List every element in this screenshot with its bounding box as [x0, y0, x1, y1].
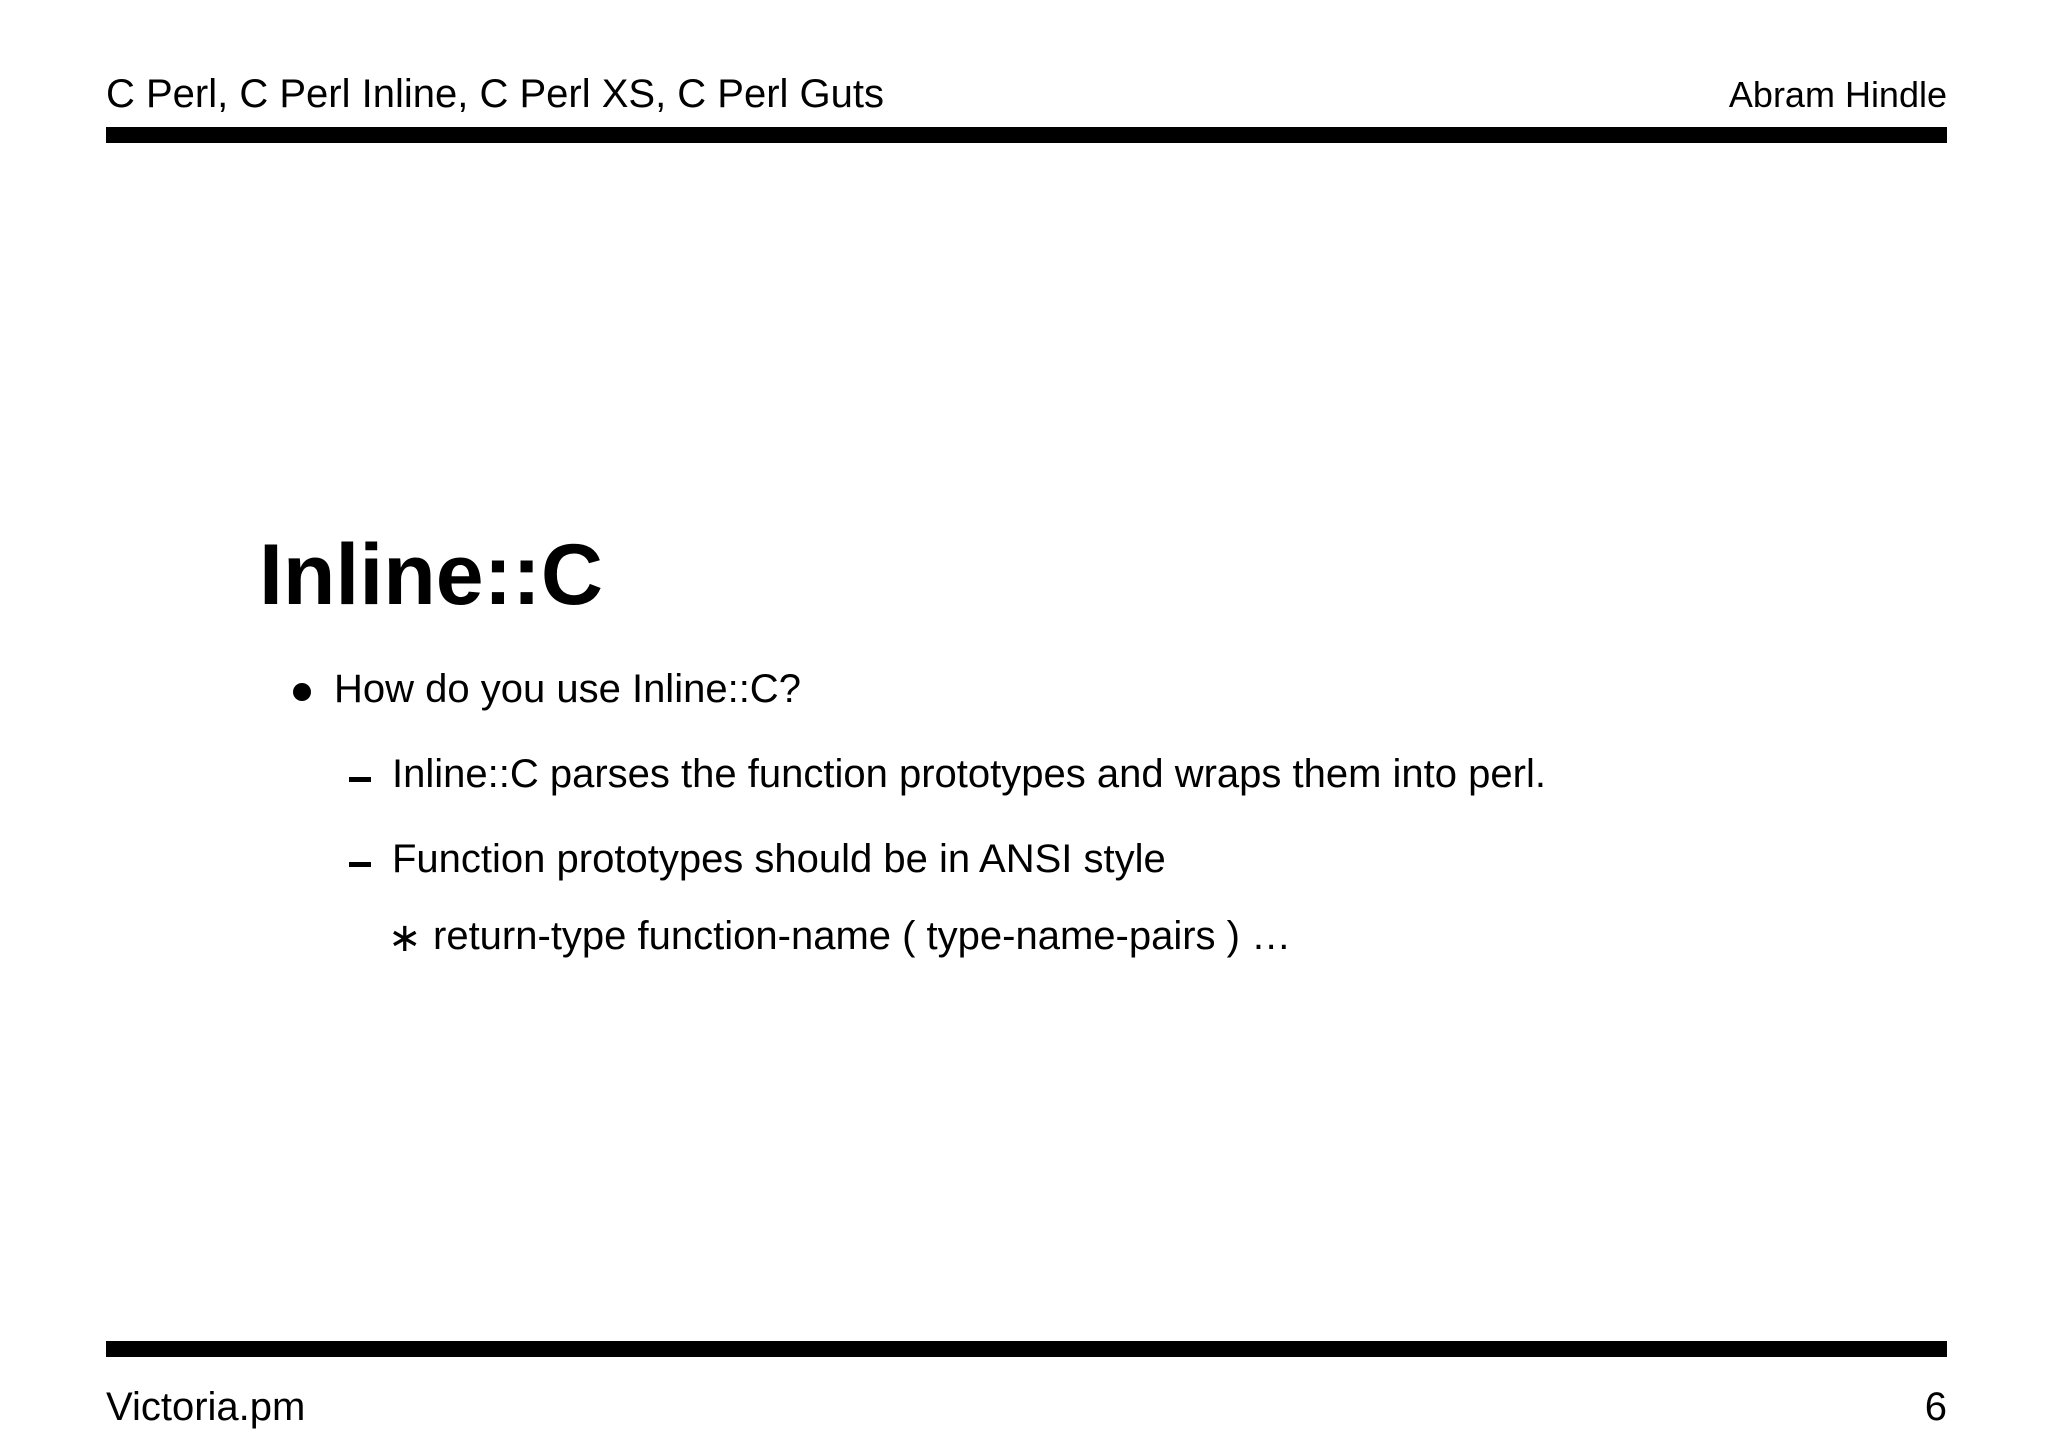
bullet-dot-icon [293, 683, 311, 701]
footer-rule [106, 1341, 1947, 1357]
bullet-item-1: How do you use Inline::C? [334, 667, 801, 711]
header-rule [106, 127, 1947, 143]
page-number: 6 [1924, 1385, 1947, 1429]
sub-item-1: Inline::C parses the function prototypes and wraps them into perl. [392, 752, 1546, 796]
dash-icon [349, 862, 371, 867]
asterisk-marker-icon: ∗ [388, 916, 422, 960]
footer-venue: Victoria.pm [106, 1385, 306, 1429]
slide-title: Inline::C [259, 527, 603, 623]
header-author: Abram Hindle [1728, 74, 1947, 115]
dash-icon [349, 777, 371, 782]
header-title: C Perl, C Perl Inline, C Perl XS, C Perl Guts [106, 72, 885, 116]
sub-sub-item-1: return-type function-name ( type-name-pairs ) … [433, 914, 1292, 958]
sub-item-2: Function prototypes should be in ANSI style [392, 837, 1166, 881]
